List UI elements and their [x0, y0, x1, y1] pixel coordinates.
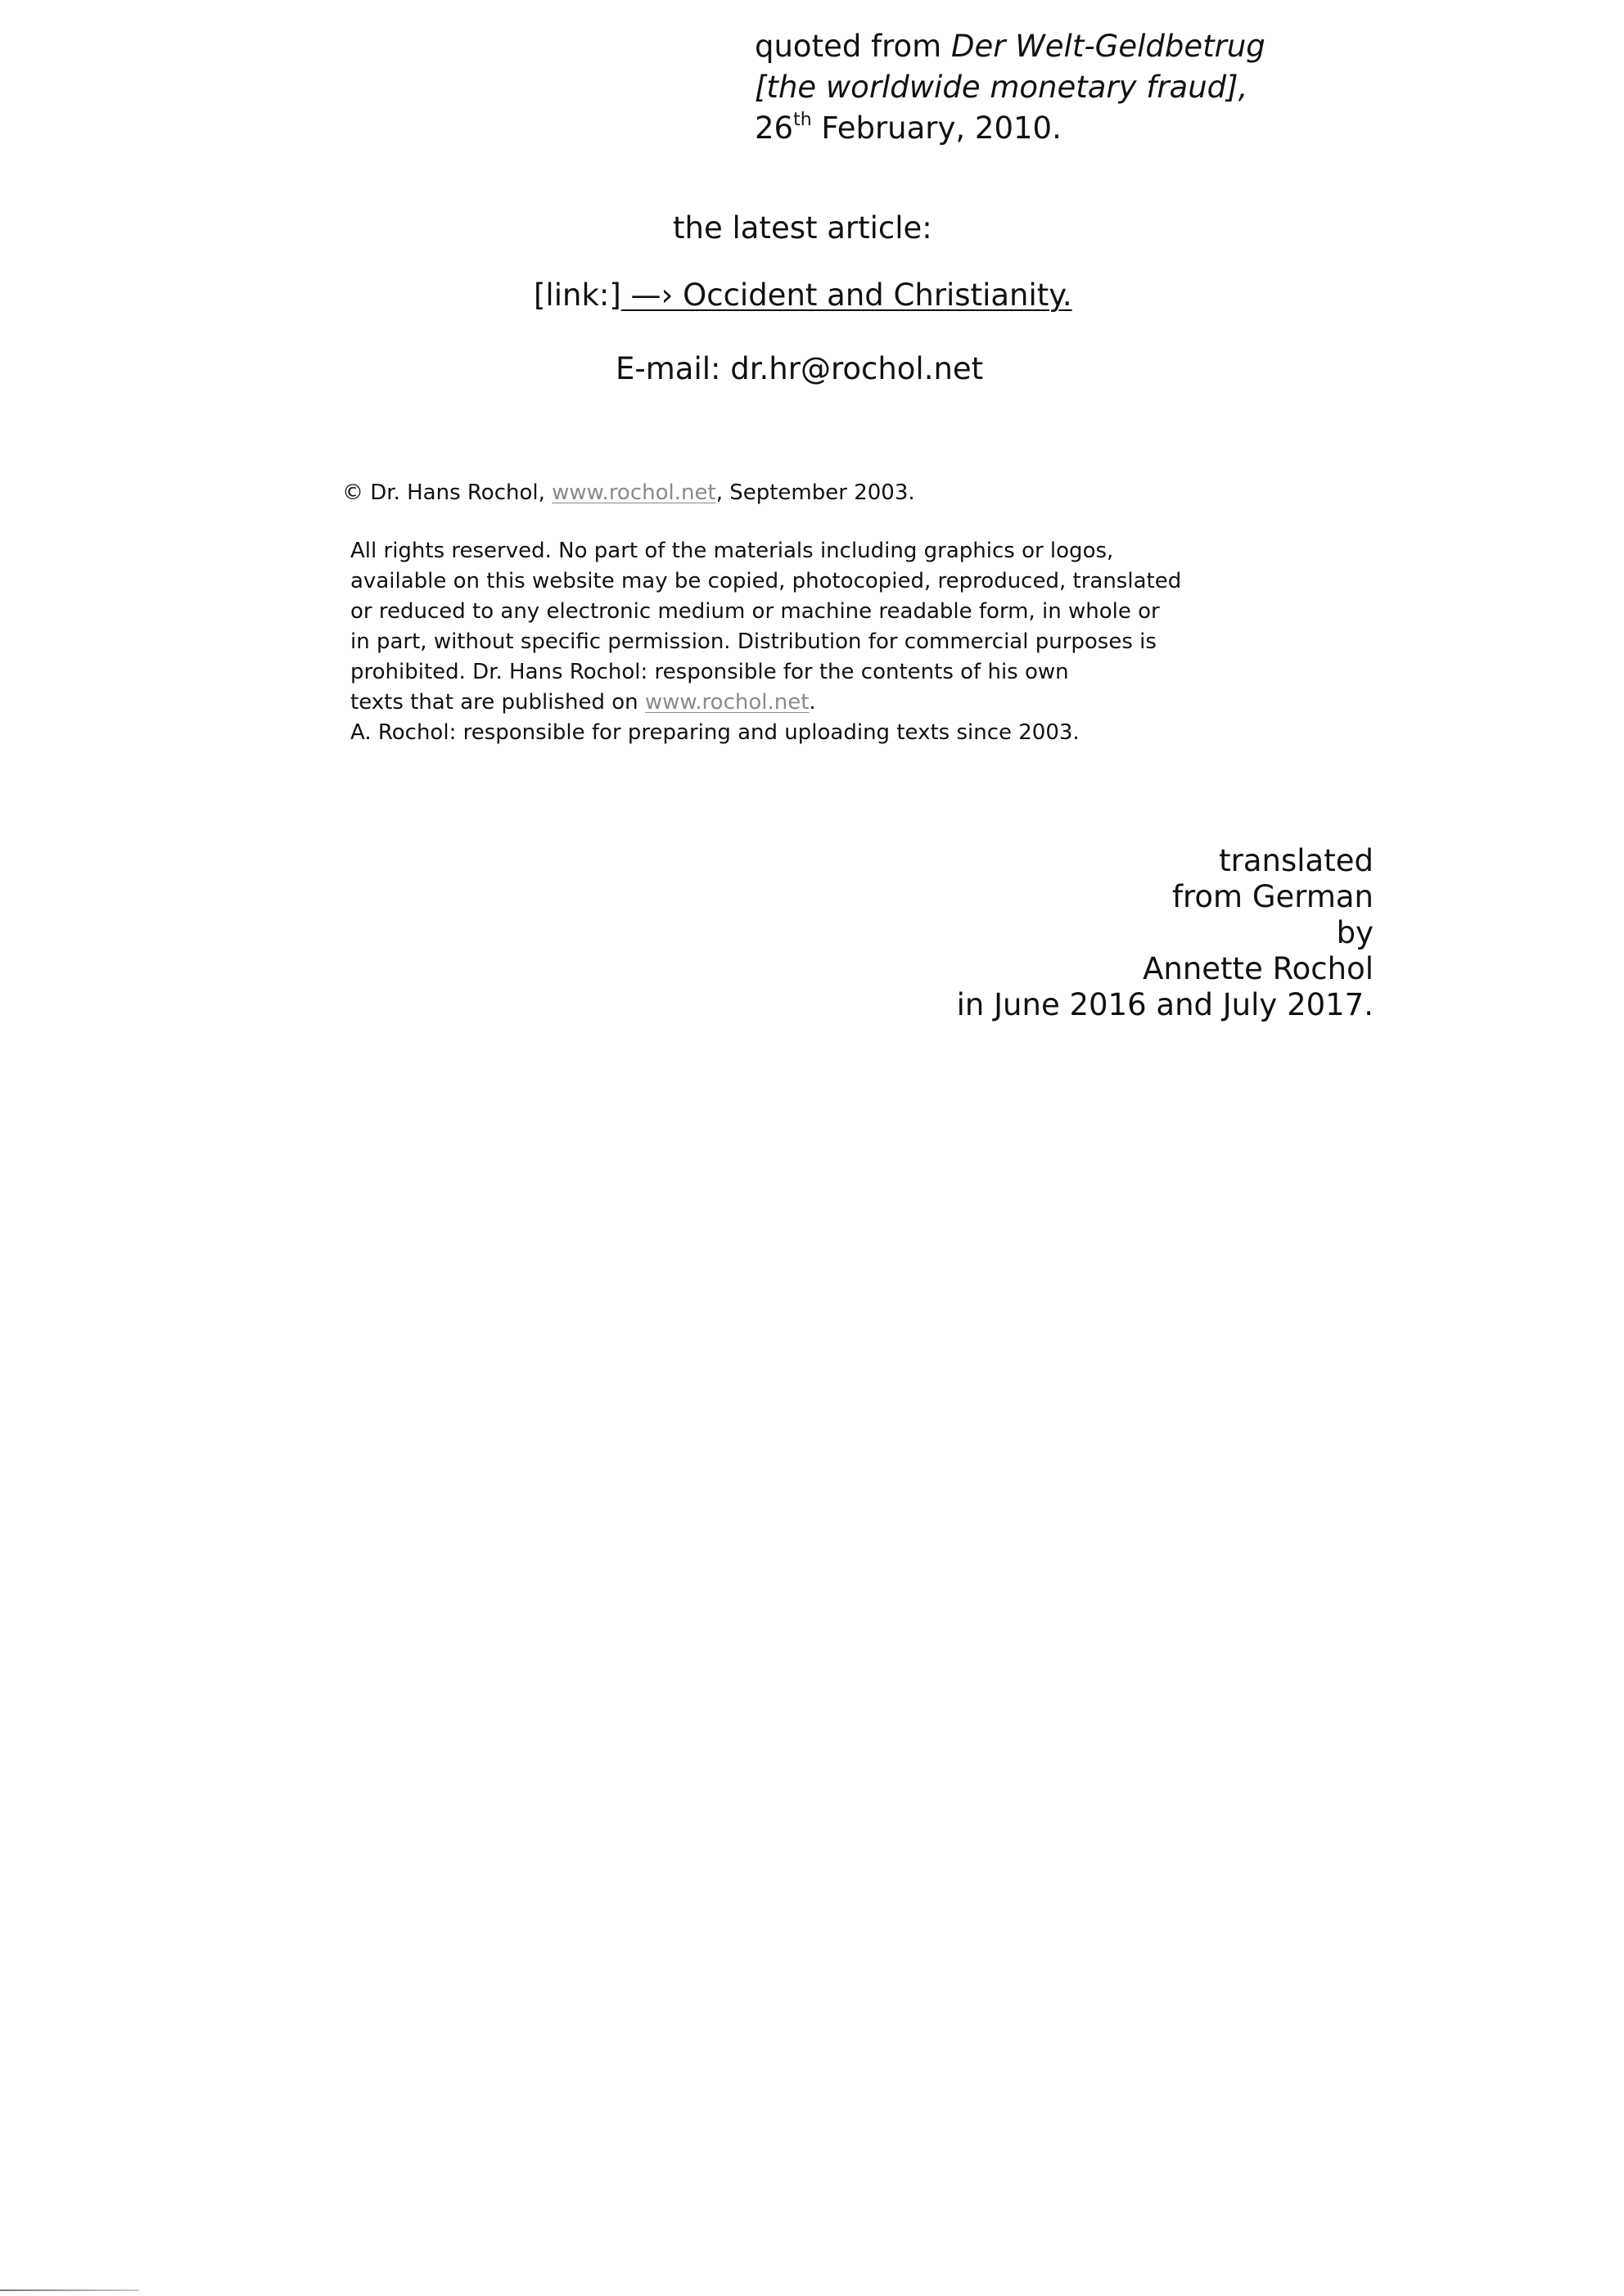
quote-date-day: 26 [755, 111, 794, 146]
rights-line: A. Rochol: responsible for preparing and uploading texts since 2003. [350, 720, 1080, 745]
quote-prefix: quoted from [755, 29, 951, 64]
email-line [616, 349, 983, 390]
rights-line: available on this website may be copied, photocopied, reproduced, translated [350, 569, 1182, 593]
website-link[interactable]: www.rochol.net [552, 480, 716, 505]
quote-date-suffix: th [793, 110, 812, 130]
rights-line: or reduced to any electronic medium or machine readable form, in whole or [350, 599, 1160, 624]
latest-article-heading: the latest article: [673, 210, 932, 246]
translation-line: from German [1171, 879, 1374, 914]
quote-title: Der Welt-Geldbetrug [950, 29, 1265, 64]
rights-line6-prefix: texts that are published on [350, 690, 645, 715]
copyright-prefix: © Dr. Hans Rochol, [342, 480, 553, 505]
latest-article-link-line [534, 275, 1072, 316]
rights-line: in part, without specific permission. Distribution for commercial purposes is [350, 629, 1157, 654]
email-label: E-mail: [616, 351, 731, 386]
rights-line: All rights reserved. No part of the materials including graphics or logos, [350, 539, 1114, 563]
translation-line: translated [1219, 843, 1374, 878]
quote-title-line [755, 26, 1265, 67]
translation-line: by [1336, 915, 1374, 950]
translator-name: Annette Rochol [1143, 951, 1374, 986]
rights-line [350, 688, 1181, 718]
copyright-suffix: , September 2003. [715, 480, 915, 505]
rights-line6-suffix: . [809, 690, 816, 715]
occident-christianity-link[interactable]: —› Occident and Christianity. [620, 277, 1072, 313]
rights-line: prohibited. Dr. Hans Rochol: responsible for the contents of his own [350, 660, 1069, 684]
website-link[interactable]: www.rochol.net [644, 690, 810, 715]
scan-artifact-line [0, 2289, 139, 2291]
translation-date: in June 2016 and July 2017. [956, 987, 1374, 1022]
copyright-notice [342, 478, 915, 507]
quote-date-rest: February, 2010. [811, 111, 1062, 146]
quote-date [755, 108, 1265, 149]
rights-statement [350, 536, 1181, 748]
quote-source [755, 26, 1265, 149]
translation-credit [957, 843, 1374, 1023]
email-address[interactable]: dr.hr@rochol.net [730, 351, 984, 386]
link-prefix: [link:] [534, 277, 621, 313]
quote-title-translation: [the worldwide monetary fraud], [755, 70, 1248, 105]
